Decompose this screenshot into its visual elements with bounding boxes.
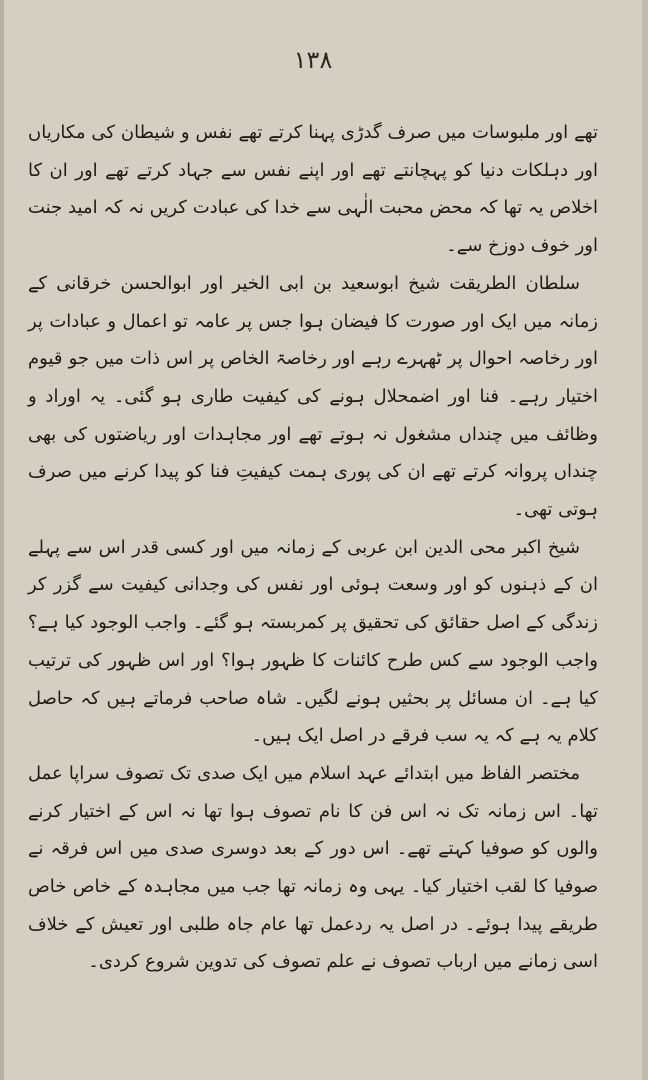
body-text bbox=[28, 114, 598, 981]
page-number: ۱۳۸ bbox=[293, 46, 333, 74]
paragraph-2: سلطان الطریقت شیخ ابوسعید بن ابی الخیر اور ابوالحسن خرقانی کے زمانہ میں ایک اور صورت کا فیضان ہوا جس پر عامہ تو اعمال و عبادات پر اور رخاصہ احوال پر ٹھہرے رہے اور رخاصۃ الخاص پر اس ذات میں جو قیوم اختیار رہے۔ فنا اور اضمحلال ہونے کی کیفیت طاری ہو گئی۔ یہ اوراد و وظائف میں چنداں مشغول نہ ہوتے تھے اور مجاہدات اور ریاضتوں کی بھی چنداں پروانہ کرتے تھے ان کی پوری ہمت کیفیتِ فنا کو پیدا کرنے میں صرف ہوتی تھی۔ bbox=[28, 272, 598, 521]
paragraph-1: تھے اور ملبوسات میں صرف گدڑی پہنا کرتے تھے نفس و شیطان کی مکاریاں اور دہلکات دنیا کو پہچانتے تھے اور اپنے نفس سے جہاد کرتے تھے اور ان کا اخلاص یہ تھا کہ محض محبت الٰہی سے خدا کی عبادت کریں نہ کہ امید جنت اور خوف دوزخ سے۔ bbox=[28, 122, 598, 257]
paragraph-3: شیخ اکبر محی الدین ابن عربی کے زمانہ میں اور کسی قدر اس سے پہلے ان کے ذہنوں کو اور وسعت ہوئی اور نفس کی وجدانی کیفیت سے گزر کر زندگی کے اصل حقائق کی تحقیق پر کمربستہ ہو گئے۔ واجب الوجود کیا ہے؟ واجب الوجود سے کس طرح کائنات کا ظہور ہوا؟ اور اس ظہور کی ترتیب کیا ہے۔ ان مسائل پر بحثیں ہونے لگیں۔ شاہ صاحب فرماتے ہیں کہ حاصل کلام یہ ہے کہ یہ سب فرقے در اصل ایک ہیں۔ bbox=[28, 536, 598, 747]
paragraph-4: مختصر الفاظ میں ابتدائے عہد اسلام میں ایک صدی تک تصوف سراپا عمل تھا۔ اس زمانہ تک نہ اس فن کا نام تصوف ہوا تھا نہ اس کے اختیار کرنے والوں کو صوفیا کہتے تھے۔ اس دور کے بعد دوسری صدی میں اس فرقہ نے صوفیا کا لقب اختیار کیا۔ یہی وہ زمانہ تھا جب میں مجاہدہ کے خاص خاص طریقے پیدا ہوئے۔ در اصل یہ ردعمل تھا عام جاہ طلبی اور تعیش کے خلاف اسی زمانے میں ارباب تصوف نے علم تصوف کی تدوین شروع کردی۔ bbox=[28, 762, 598, 973]
